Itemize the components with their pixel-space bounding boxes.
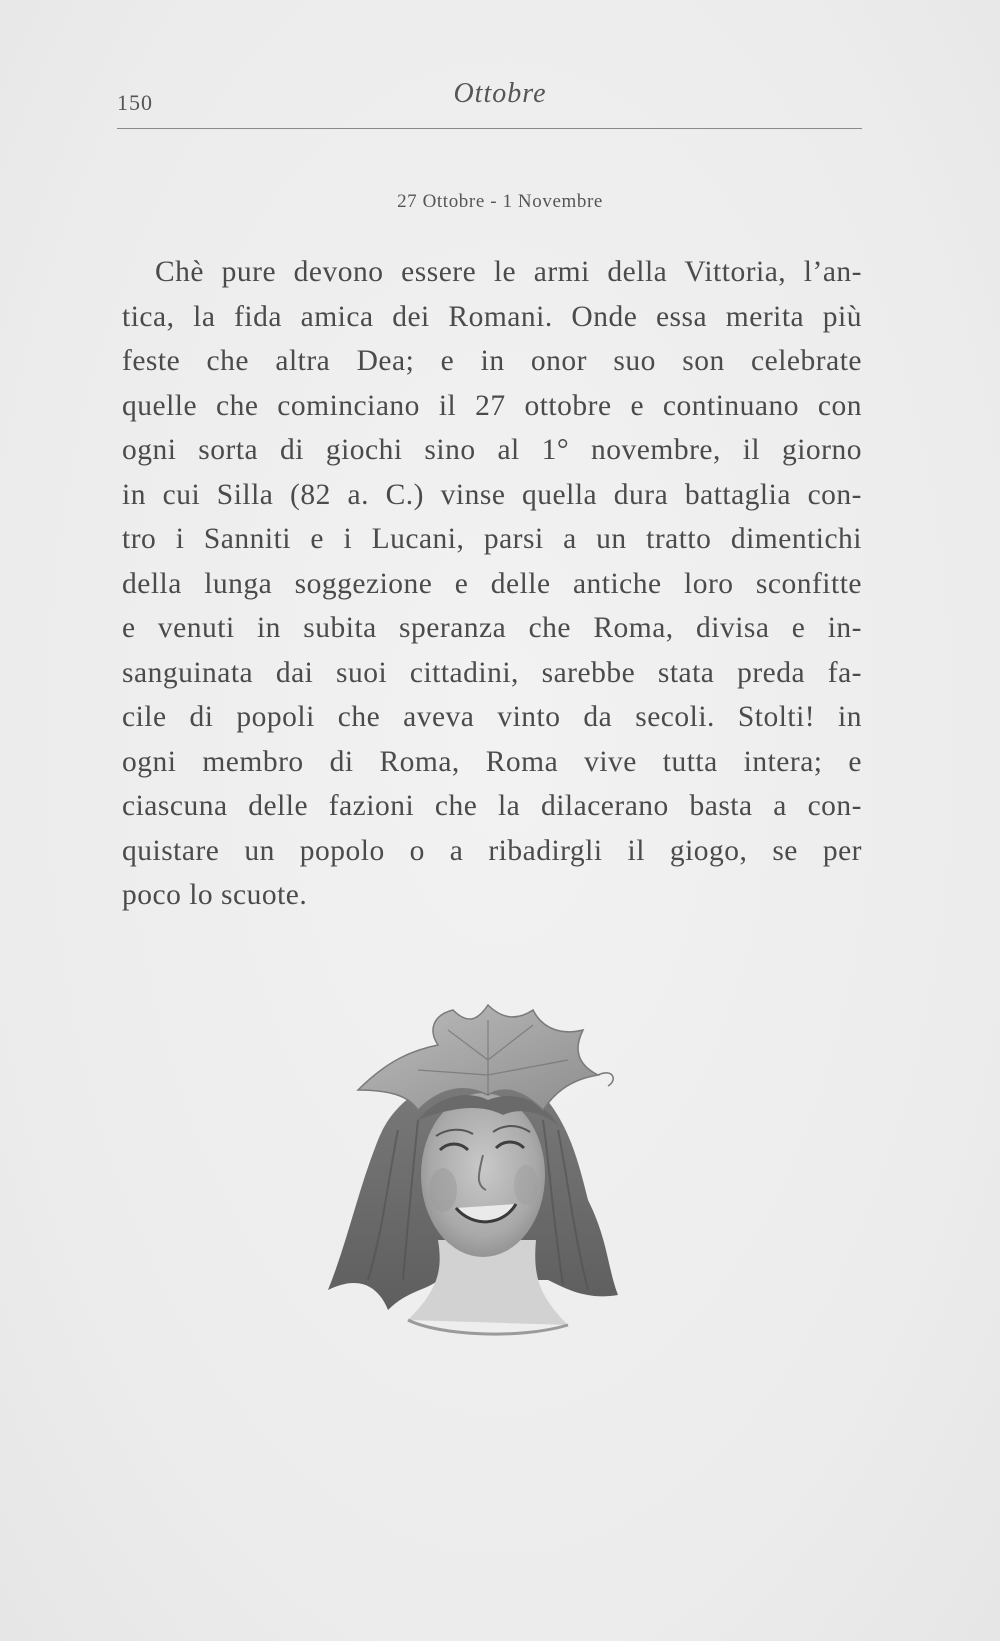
page-number: 150: [117, 90, 153, 115]
text-line: cile di popoli che aveva vinto da secoli. Stolti! in: [122, 701, 862, 733]
leaf-tendril: [598, 1073, 613, 1086]
text-line: Chè pure devono essere le armi della Vittoria, l’an-: [155, 256, 862, 288]
text-line: ogni sorta di giochi sino al 1° novembre, il giorno: [122, 434, 862, 466]
text-line: della lunga soggezione e delle antiche loro sconfitte: [122, 567, 862, 600]
text-line: ciascuna delle fazioni che la dilacerano basta a con-: [122, 790, 862, 822]
text-line: sanguinata dai suoi cittadini, sarebbe stata preda fa-: [122, 656, 862, 689]
running-title: Ottobre: [453, 78, 547, 109]
text-line: in cui Silla (82 a. C.) vinse quella dura battaglia con-: [122, 478, 862, 511]
text-line: tica, la fida amica dei Romani. Onde essa merita più: [122, 300, 862, 333]
header-rule: [117, 128, 862, 129]
section-date-range: 27 Ottobre - 1 Novembre: [397, 191, 603, 212]
cheek-shadow-right: [514, 1165, 538, 1205]
text-line: quistare un popolo o a ribadirgli il giogo, se per: [122, 834, 862, 867]
woman-portrait-illustration: [318, 990, 658, 1360]
cheek-shadow-left: [429, 1168, 457, 1212]
text-line: e venuti in subita speranza che Roma, divisa e in-: [122, 612, 862, 644]
text-line: ogni membro di Roma, Roma vive tutta intera; e: [122, 745, 862, 778]
body-paragraph: [122, 250, 862, 918]
text-line: feste che altra Dea; e in onor suo son celebrate: [122, 345, 862, 377]
text-line: quelle che cominciano il 27 ottobre e continuano con: [122, 389, 862, 422]
text-line: poco lo scuote.: [122, 879, 308, 911]
text-line: tro i Sanniti e i Lucani, parsi a un tratto dimentichi: [122, 523, 862, 555]
